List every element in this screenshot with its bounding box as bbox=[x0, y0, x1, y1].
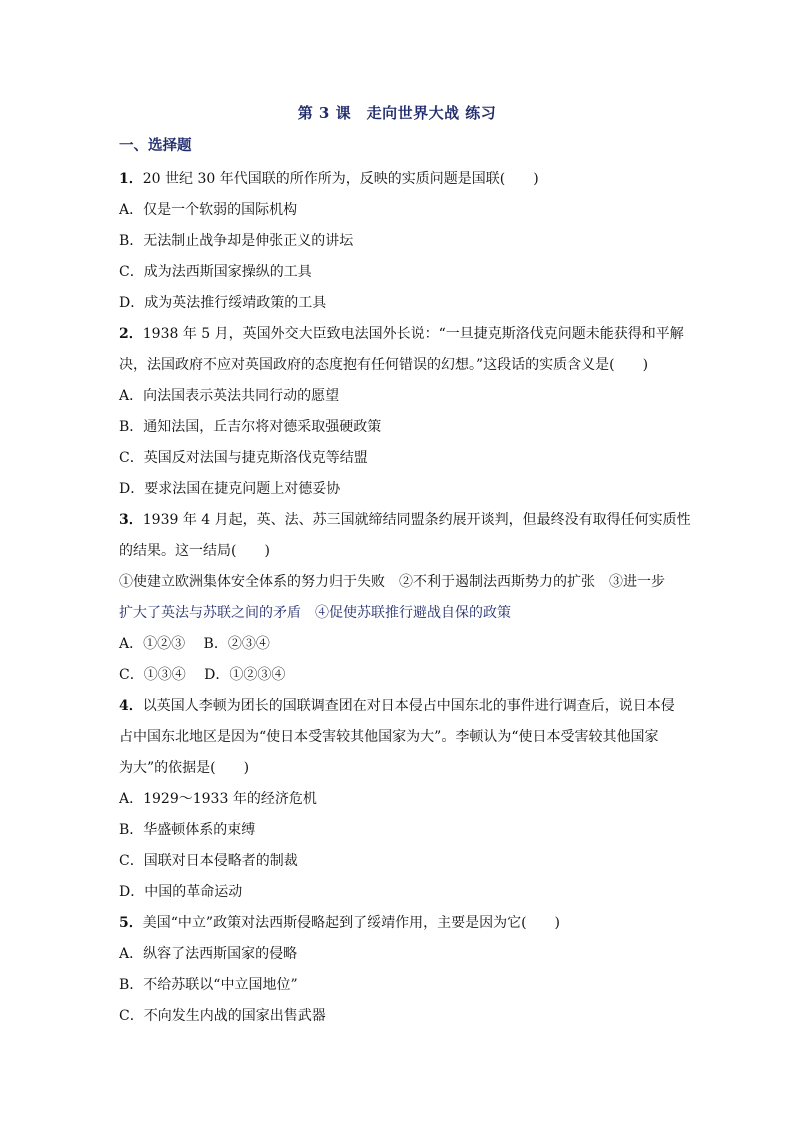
option-c: C．英国反对法国与捷克斯洛伐克等结盟 bbox=[119, 450, 368, 466]
question-number: 4． bbox=[119, 698, 143, 714]
option-a: A．仅是一个软弱的国际机构 bbox=[119, 202, 298, 218]
question-number: 1． bbox=[119, 171, 143, 187]
question-stem bbox=[119, 908, 679, 939]
option-a: A．1929～1933 年的经济危机 bbox=[119, 791, 317, 807]
question-number: 5． bbox=[119, 915, 143, 931]
option-b: B．华盛顿体系的束缚 bbox=[119, 822, 256, 838]
statement-items-continued: 扩大了英法与苏联之间的矛盾 ④促使苏联推行避战自保的政策 bbox=[119, 605, 511, 621]
option-d: D．成为英法推行绥靖政策的工具 bbox=[119, 295, 327, 311]
question-stem bbox=[119, 691, 679, 722]
question-text-continued: 的结果。这一结局( ) bbox=[119, 543, 270, 559]
question-text: 1939 年 4 月起，英、法、苏三国就缔结同盟条约展开谈判，但最终没有取得任何实质性 bbox=[142, 512, 691, 528]
question-text-continued: 为大”的依据是( ) bbox=[119, 760, 250, 776]
question-text-continued: 决，法国政府不应对英国政府的态度抱有任何错误的幻想。”这段话的实质含义是( ) bbox=[119, 357, 649, 373]
option-b: B．通知法国，丘吉尔将对德采取强硬政策 bbox=[119, 419, 382, 435]
statement-items: ①使建立欧洲集体安全体系的努力归于失败 ②不利于遏制法西斯势力的扩张 ③进一步 bbox=[119, 574, 665, 590]
option-d: D．中国的革命运动 bbox=[119, 884, 243, 900]
question-text-continued: 占中国东北地区是因为“使日本受害较其他国家为大”。李顿认为“使日本受害较其他国家 bbox=[119, 729, 659, 745]
option-c: C．不向发生内战的国家出售武器 bbox=[119, 1008, 326, 1024]
question-text: 1938 年 5 月，英国外交大臣致电法国外长说：“一旦捷克斯洛伐克问题未能获得和平解 bbox=[142, 326, 684, 342]
option-ab: A．①②③ B．②③④ bbox=[119, 636, 270, 652]
question-number: 3． bbox=[119, 512, 143, 528]
question-number: 2． bbox=[119, 326, 143, 342]
option-c: C．成为法西斯国家操纵的工具 bbox=[119, 264, 312, 280]
question-text: 20 世纪 30 年代国联的所作所为，反映的实质问题是国联( ) bbox=[142, 171, 539, 187]
option-d: D．要求法国在捷克问题上对德妥协 bbox=[119, 481, 341, 497]
question-stem bbox=[119, 319, 684, 350]
option-a: A．向法国表示英法共同行动的愿望 bbox=[119, 388, 340, 404]
page-title: 第 3 课 走向世界大战 练习 bbox=[297, 104, 497, 122]
option-b: B．无法制止战争却是伸张正义的讲坛 bbox=[119, 233, 354, 249]
question-stem bbox=[119, 505, 691, 536]
option-c: C．国联对日本侵略者的制裁 bbox=[119, 853, 298, 869]
question-text: 美国“中立”政策对法西斯侵略起到了绥靖作用，主要是因为它( ) bbox=[142, 915, 560, 931]
option-cd: C．①③④ D．①②③④ bbox=[119, 667, 286, 683]
option-b: B．不给苏联以“中立国地位” bbox=[119, 977, 298, 993]
question-stem bbox=[119, 164, 679, 195]
option-a: A．纵容了法西斯国家的侵略 bbox=[119, 946, 298, 962]
section-heading: 一、选择题 bbox=[119, 137, 192, 154]
question-list bbox=[119, 164, 691, 1032]
question-text: 以英国人李顿为团长的国联调查团在对日本侵占中国东北的事件进行调查后，说日本侵 bbox=[142, 698, 675, 714]
